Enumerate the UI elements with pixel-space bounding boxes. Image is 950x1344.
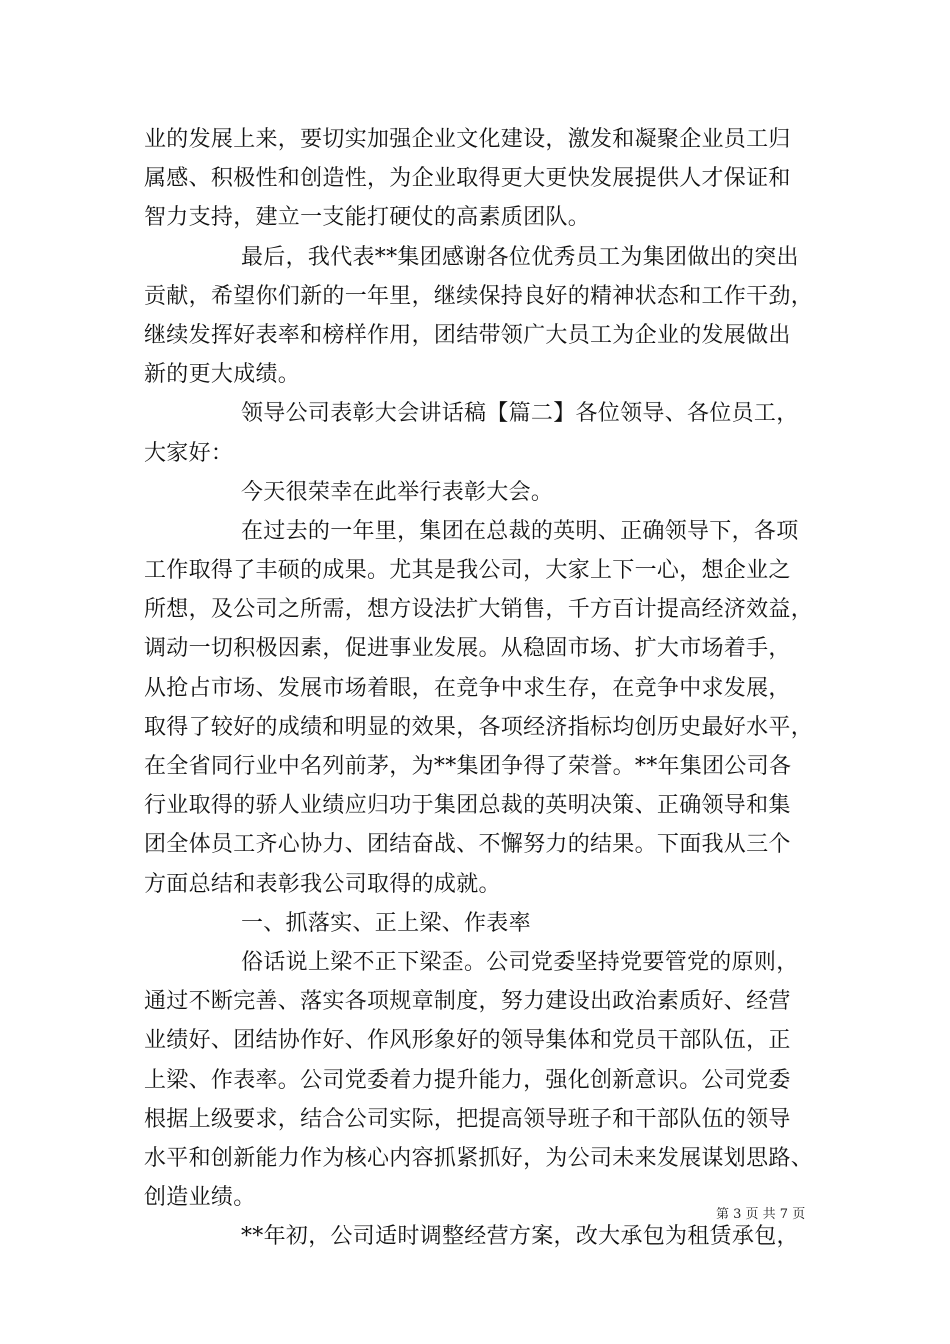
text-line: 行业取得的骄人业绩应归功于集团总裁的英明决策、正确领导和集 [144, 793, 791, 819]
text-line: 最后，我代表**集团感谢各位优秀员工为集团做出的突出 [241, 244, 799, 270]
text-line: 一、抓落实、正上梁、作表率 [241, 910, 531, 936]
text-line: 新的更大成绩。 [144, 362, 301, 388]
text-line: 取得了较好的成绩和明显的效果，各项经济指标均创历史最好水平， [144, 714, 814, 740]
text-line: 继续发挥好表率和榜样作用，团结带领广大员工为企业的发展做出 [144, 322, 791, 348]
text-line: 在全省同行业中名列前茅，为**集团争得了荣誉。**年集团公司各 [144, 754, 792, 779]
text-line: 工作取得了丰硕的成果。尤其是我公司，大家上下一心，想企业之 [144, 558, 791, 584]
page-number: 第 3 页 共 7 页 [716, 1207, 806, 1222]
text-line: 业的发展上来，要切实加强企业文化建设，激发和凝聚企业员工归 [144, 127, 791, 152]
text-line: 智力支持，建立一支能打硬仗的高素质团队。 [144, 205, 591, 231]
text-line: 大家好： [144, 440, 234, 466]
text-line: 通过不断完善、落实各项规章制度，努力建设出政治素质好、经营 [144, 989, 791, 1015]
text-line: 从抢占市场、发展市场着眼，在竞争中求生存，在竞争中求发展， [144, 675, 791, 701]
text-line: 在过去的一年里，集团在总裁的英明、正确领导下，各项 [241, 518, 799, 544]
text-line: 团全体员工齐心协力、团结奋战、不懈努力的结果。下面我从三个 [144, 832, 791, 858]
document-body [144, 120, 824, 1256]
text-line: 上梁、作表率。公司党委着力提升能力，强化创新意识。公司党委 [144, 1067, 791, 1093]
text-line: 水平和创新能力作为核心内容抓紧抓好，为公司未来发展谋划思路、 [144, 1145, 814, 1171]
text-line: 领导公司表彰大会讲话稿【篇二】各位领导、各位员工， [241, 401, 799, 427]
text-line: 创造业绩。 [144, 1185, 256, 1211]
text-line: 所想，及公司之所需，想方设法扩大销售，千方百计提高经济效益， [144, 597, 814, 623]
text-line: 根据上级要求，结合公司实际，把提高领导班子和干部队伍的领导 [144, 1106, 791, 1132]
text-line: 今天很荣幸在此举行表彰大会。 [241, 479, 554, 505]
text-line: **年初，公司适时调整经营方案，改大承包为租赁承包， [241, 1224, 799, 1250]
text-line: 属感、积极性和创造性，为企业取得更大更快发展提供人才保证和 [144, 166, 791, 192]
text-line: 贡献，希望你们新的一年里，继续保持良好的精神状态和工作干劲， [144, 283, 814, 309]
text-line: 调动一切积极因素，促进事业发展。从稳固市场、扩大市场着手， [144, 636, 791, 662]
text-line: 俗话说上梁不正下梁歪。公司党委坚持党要管党的原则， [241, 949, 799, 975]
text-line: 方面总结和表彰我公司取得的成就。 [144, 871, 501, 897]
text-line: 业绩好、团结协作好、作风形象好的领导集体和党员干部队伍，正 [144, 1028, 791, 1054]
